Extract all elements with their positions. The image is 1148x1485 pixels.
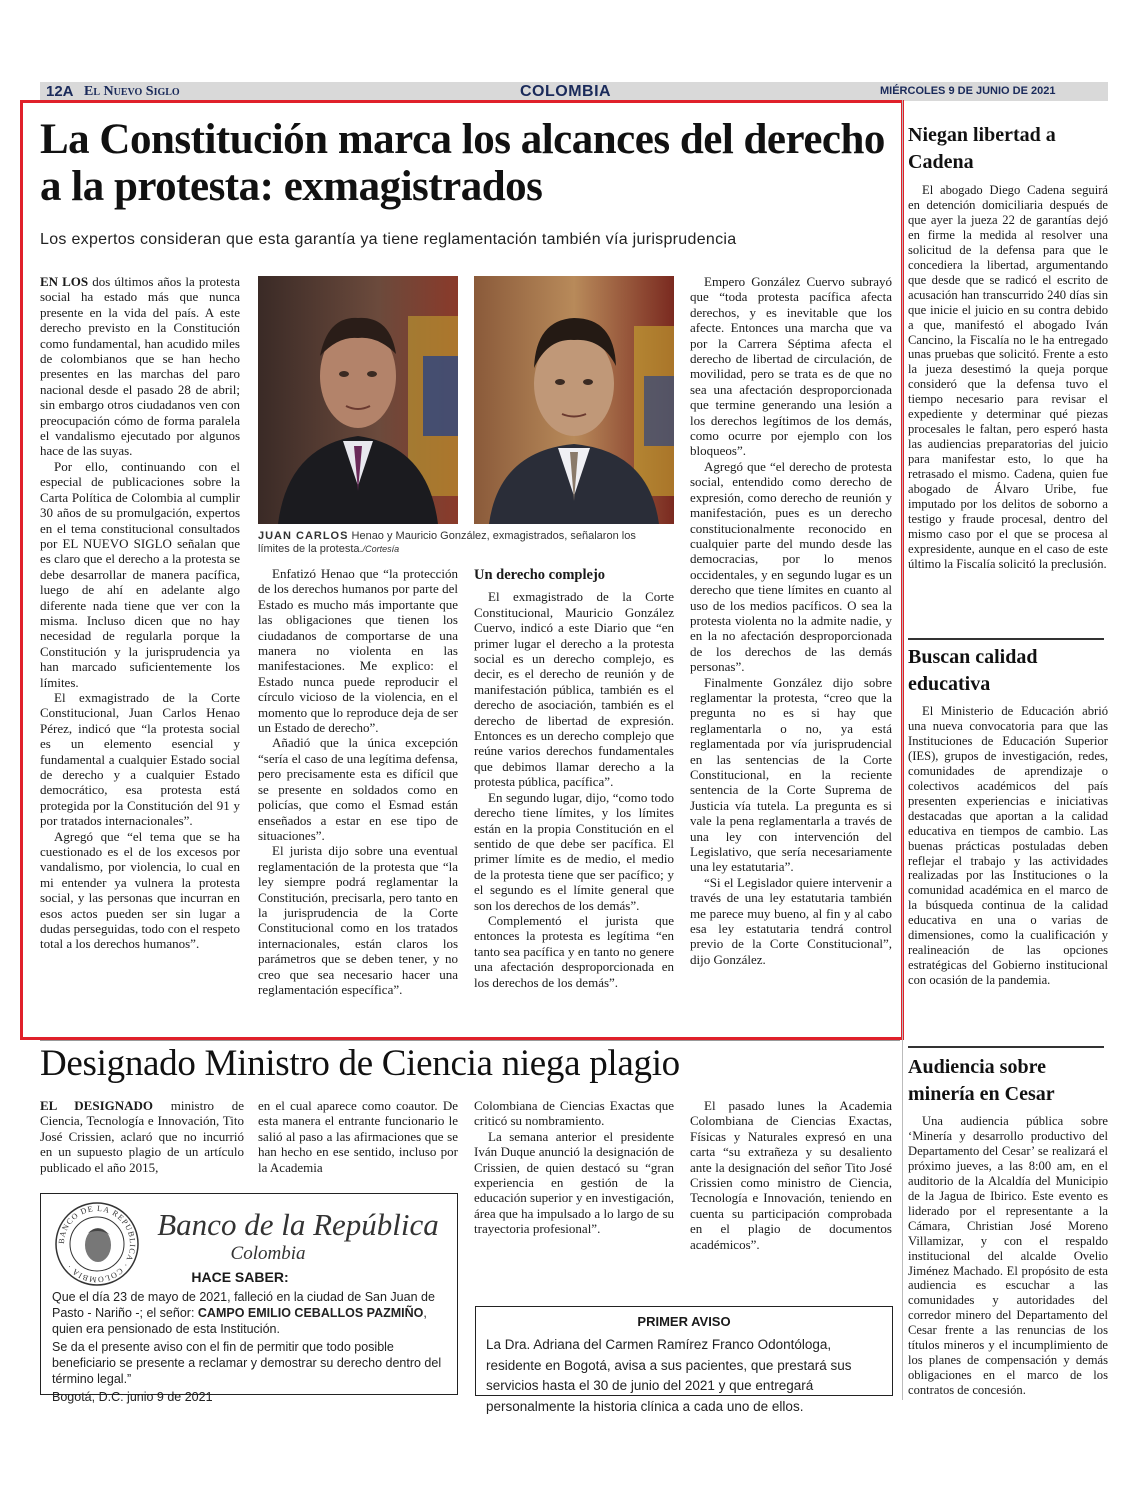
second-column-3: Colombiana de Ciencias Exactas que criticó su nombramiento. La semana anterior el presidente Iván Duque anunció la designación de Crissien, de quien destacó su “gran experiencia en gestión de la educación superior y en investigación, área que ha impulsado a lo largo de su trayectoria profesional”. — [474, 1098, 674, 1237]
paragraph: Agregó que “el tema que se ha cuestionado es el de los excesos por vandalismo, por violencia, lo cual en mi entender ya vulnera la protesta social, y las personas que incurran en esos actos pueden ser sin lugar a dudas perseguidas, todo con el respeto total a los derechos humanos”. — [40, 828, 240, 952]
primer-aviso-title: PRIMER AVISO — [637, 1314, 731, 1329]
banco-seal-icon — [54, 1201, 140, 1287]
sidebar-text-3: Una audiencia pública sobre ‘Minería y desarrollo productivo del Departamento del Cesar’ se realizará el próximo jueves, a las 8:00 am, en el auditorio de la Alcaldía del Municipio de la Jagua de Ibirico. Este evento es liderado por el representante a la Cámara, Christian José Moreno Villamizar, y con el respaldo institucional del alcalde Ovelio Jiménez Machado. El propósito de esta audiencia es escuchar a las comunidades y autoridades del corredor minero del Departamento del Cesar frente a las renuncias de los títulos mineros y el incumplimiento de los planes de compensación y demás obligaciones en el marco de los contratos de concesión. — [908, 1114, 1108, 1398]
paragraph: El exmagistrado de la Corte Constitucional, Mauricio González Cuervo, indicó a este Diario que “en primer lugar el derecho a la protesta social es un derecho complejo, es decir, es el derecho de reunión y de manifestación pública, también es el derecho de asociación, también es el derecho de libertad de expresión. Entonces es un derecho complejo que reúne varios derechos fundamentales que debimos llamar derecho a la protesta pública, pacífica”. — [474, 589, 674, 790]
paragraph: “Si el Legislador quiere intervenir a través de una ley estatutaria también me parece muy bueno, al fin y al cabo esa ley estatutaria tendrá control previo de la Corte Constitucional”, dijo González. — [690, 874, 892, 967]
sidebar-rule — [908, 1046, 1104, 1048]
sidebar-title-3: Audiencia sobre minería en Cesar — [908, 1056, 1055, 1105]
photo-mauricio-gonzalez — [474, 276, 674, 524]
masthead-logo: El Nuevo Siglo — [84, 84, 180, 99]
second-column-2: en el cual aparece como coautor. De esta manera el entrante funcionario le salió al paso a las afirmaciones que se han hecho en ese sentido, incluso por la Academia — [258, 1098, 458, 1175]
banco-country: Colombia — [230, 1243, 306, 1264]
paragraph: En segundo lugar, dijo, “como todo derecho tiene límites, y los límites están en la propia Constitución en el sentido de que debe ser pacífica. El primer límite es de medio, el medio de la protesta tiene que ser pacífico; y el segundo es el límite general que son los derechos de los demás”. — [474, 789, 674, 913]
article-column-1 — [40, 274, 240, 1034]
paragraph: Complementó el jurista que entonces la protesta es legítima “en tanto sea pacífica y en tanto no genere una afectación desproporcionada en los derechos de los demás”. — [474, 912, 674, 990]
banco-notice-body: Que el día 23 de mayo de 2021, falleció en la ciudad de San Juan de Pasto - Nariño -; el señor: CAMPO EMILIO CEBALLOS PAZMIÑO, quien era pensionado de esta Institución. Se da el presente aviso con el fin de permitir que todo posible beneficiario se presente a reclamar y demostrar su derecho dentro del término legal.” Bogotá, D.C. junio 9 de 2021 — [52, 1290, 442, 1404]
sidebar-title-2: Buscan calidad educativa — [908, 646, 1038, 695]
paragraph: Por ello, continuando con el especial de publicaciones sobre la Carta Política de Colombia al cumplir 30 años de su promulgación, expertos en el tema constitucional consultados por EL NUEVO SIGLO señalan que es claro que el derecho a la protesta se debe desarrollar de manera pacífica, luego de ahí en adelante algo diferente nada tiene que ver con la misma. Incluso dicen que no hay necesidad de regularla porque la Constitución y la jurisprudencia ya han marcado suficientemente los límites. — [40, 458, 240, 690]
sidebar-divider — [902, 100, 903, 1400]
page-number: 12A — [46, 83, 74, 100]
main-headline: La Constitución marca los alcances del derecho a la protesta: exmagistrados — [40, 116, 885, 210]
lead-in: EN LOS — [40, 274, 89, 289]
second-headline: Designado Ministro de Ciencia niega plagio — [40, 1043, 680, 1084]
banco-name: Banco de la República — [157, 1207, 439, 1242]
sidebar-text-1: El abogado Diego Cadena seguirá en detención domiciliaria después de que ayer la jueza 22 de garantías dejó en firme la medida al resolver una solicitud de la defensa para que le concediera la libertad, argumentando que desde que se radicó el escrito de acusación han transcurrido 240 días sin que inicie el juicio en su contra debido a que, manifestó el abogado Iván Cancino, la Fiscalía no le ha entregado unas pruebas que solicitó. Frente a esto la jueza desestimó la queja porque consideró que la defensa tuvo el tiempo necesario para revisar el expediente y determinar qué piezas procesales le faltan, pero esperó hasta las audiencias preparatorias del juicio para manifestar esto, lo que ha retrasado el mismo. Cadena, quien fue abogado de Álvaro Uribe, fue imputado por los delitos de soborno a testigo y fraude procesal, dentro del mismo caso por el que se procesa al expresidente, aunque en el caso de este último la Fiscalía solicitó la preclusión. — [908, 183, 1108, 571]
paragraph: Empero González Cuervo subrayó que “toda protesta pacífica afecta derechos, y es inevitable que los afecte. Entonces una marcha que va por la Carrera Séptima afecta el derecho de libertad de circulación, de movilidad, pero se trata es de que no sea una afectación desproporcionada que termine generando una lesión a los derechos legítimos de los demás, como ocurre por ejemplo con los bloqueos”. — [690, 274, 892, 459]
photo-caption: JUAN CARLOS Henao y Mauricio González, exmagistrados, señalaron los límites de la protesta./Cortesía — [258, 530, 636, 555]
column-heading: Un derecho complejo — [474, 567, 606, 583]
photo-juan-carlos-henao — [258, 276, 458, 524]
hace-saber-heading: HACE SABER: — [191, 1269, 289, 1285]
paragraph: El jurista dijo sobre una eventual reglamentación de la protesta que “la ley siempre podrá reglamentar la Constitución, precisarla, pero tanto en la jurisprudencia de la Corte Constitucional como en los tratados internacionales, están claros los parámetros que se deben tener, y no creo que sea necesario hacer una reglamentación específica”. — [258, 843, 458, 997]
svg-text:BANCO DE LA REPUBLICA · COLOMB: BANCO DE LA REPUBLICA · COLOMBIA · — [56, 1203, 138, 1285]
paragraph: Finalmente González dijo sobre reglamentar la protesta, “creo que la pregunta no es si hay que reglamentarla o no, ya está reglamentada por vía jurisprudencial en las sentencias de la Corte Constitucional, en la reciente sentencia de la Corte Suprema de Justicia vía tutela. La pregunta es si vale la pena reglamentarla a través de una ley con intervención del Legislativo, que sería necesariamente una ley estatutaria”. — [690, 674, 892, 875]
sidebar-text-2: El Ministerio de Educación abrió una nueva convocatoria para que las Instituciones de Educación Superior (IES), grupos de investigación, redes, comunidades de aprendizaje o colectivos académicos del país presenten experiencias e iniciativas destacadas que aportan a la calidad educativa en tiempos de cambio. Las buenas prácticas postuladas deben reflejar el trabajo y las actividades realizadas por las Instituciones o la comunidad académica en el marco de la búsqueda continua de la calidad educativa en una o varias de dimensiones, como la cualificación y realineación de las opciones estratégicas del Gobierno institucional con ocasión de la pandemia. — [908, 704, 1108, 988]
sidebar-rule — [908, 638, 1104, 640]
paragraph: El exmagistrado de la Corte Constitucional, Juan Carlos Henao Pérez, indicó que “la protesta social es un elemento esencial y fundamental a cualquier Estado social de derecho y a cualquier Estado democrático, esa protesta está protegida por la Constitución del 91 y por tratados internacionales”. — [40, 689, 240, 829]
photo-credit: /Cortesía — [362, 544, 400, 554]
deceased-name: CAMPO EMILIO CEBALLOS PAZMIÑO — [197, 1306, 424, 1320]
paragraph: Añadió que la única excepción “sería el caso de una legítima defensa, pero precisamente esta es difícil que se presente en soldados como en policías, que como el Esmad están enseñados a estar en ese tipo de situaciones”. — [258, 735, 458, 843]
second-column-1: EL DESIGNADO ministro de Ciencia, Tecnología e Innovación, Tito José Crissien, aclaró que no incurrió en un supuesto plagio de un artículo publicado el año 2015, — [40, 1098, 244, 1175]
sidebar-title-1: Niegan libertad a Cadena — [908, 124, 1056, 173]
paragraph: Enfatizó Henao que “la protección de los derechos humanos por parte del Estado es mucho más importante que las obligaciones que tienen los ciudadanos de comportarse de una manera no violenta en las manifestaciones. Me explico: el Estado nunca puede reproducir el círculo vicioso de la violencia, en el momento que lo reproduce deja de ser un Estado de derecho”. — [258, 566, 458, 736]
issue-date: MIÉRCOLES 9 DE JUNIO DE 2021 — [880, 85, 1056, 97]
article-column-2 — [258, 566, 458, 1034]
main-subhead: Los expertos consideran que esta garantía ya tiene reglamentación también vía jurisprudencia — [40, 231, 737, 248]
paragraph: Agregó que “el derecho de protesta social, entendido como derecho de expresión, como derecho de reunión y manifestación, pues es un derecho constitucionalmente reconocido en cualquier parte del mundo desde las democracias, por lo menos occidentales, y en segundo lugar es un derecho que tiene límites en cuanto al uso de los medios pacíficos. O sea la protesta violenta no la admite nadie, y en la no afectación desproporcionada de los derechos de las demás personas”. — [690, 458, 892, 675]
paragraph: dos últimos años la protesta social ha estado más que nunca presente en la vida del país. A este derecho previsto en la Constitución como fundamental, han acudido miles de colombianos que se han hecho presentes en las marchas del paro nacional desde el pasado 28 de abril; sin embargo otros ciudadanos ven con preocupación cómo de forma paralela el vandalismo ejecutado por algunos hace de las suyas. — [40, 274, 240, 459]
second-column-4: El pasado lunes la Academia Colombiana de Ciencias Exactas, Físicas y Naturales expresó en una carta “su extrañeza y su desaliento ante la designación del señor Tito José Crissien como ministro de Ciencia, Tecnología e Innovación, teniendo en cuenta su participación comprobada en el plagio de documentos académicos”. — [690, 1098, 892, 1252]
primer-aviso-body: La Dra. Adriana del Carmen Ramírez Franco Odontóloga, residente en Bogotá, avisa a sus pacientes, que prestará sus servicios hasta el 30 de junio del 2021 y que entregará personalmente la historia clínica a cada uno de ellos. — [486, 1337, 852, 1414]
article-column-4 — [690, 274, 892, 1034]
lead-in: EL DESIGNADO — [40, 1098, 154, 1113]
section-name: COLOMBIA — [520, 83, 612, 100]
article-column-3 — [474, 562, 674, 1034]
